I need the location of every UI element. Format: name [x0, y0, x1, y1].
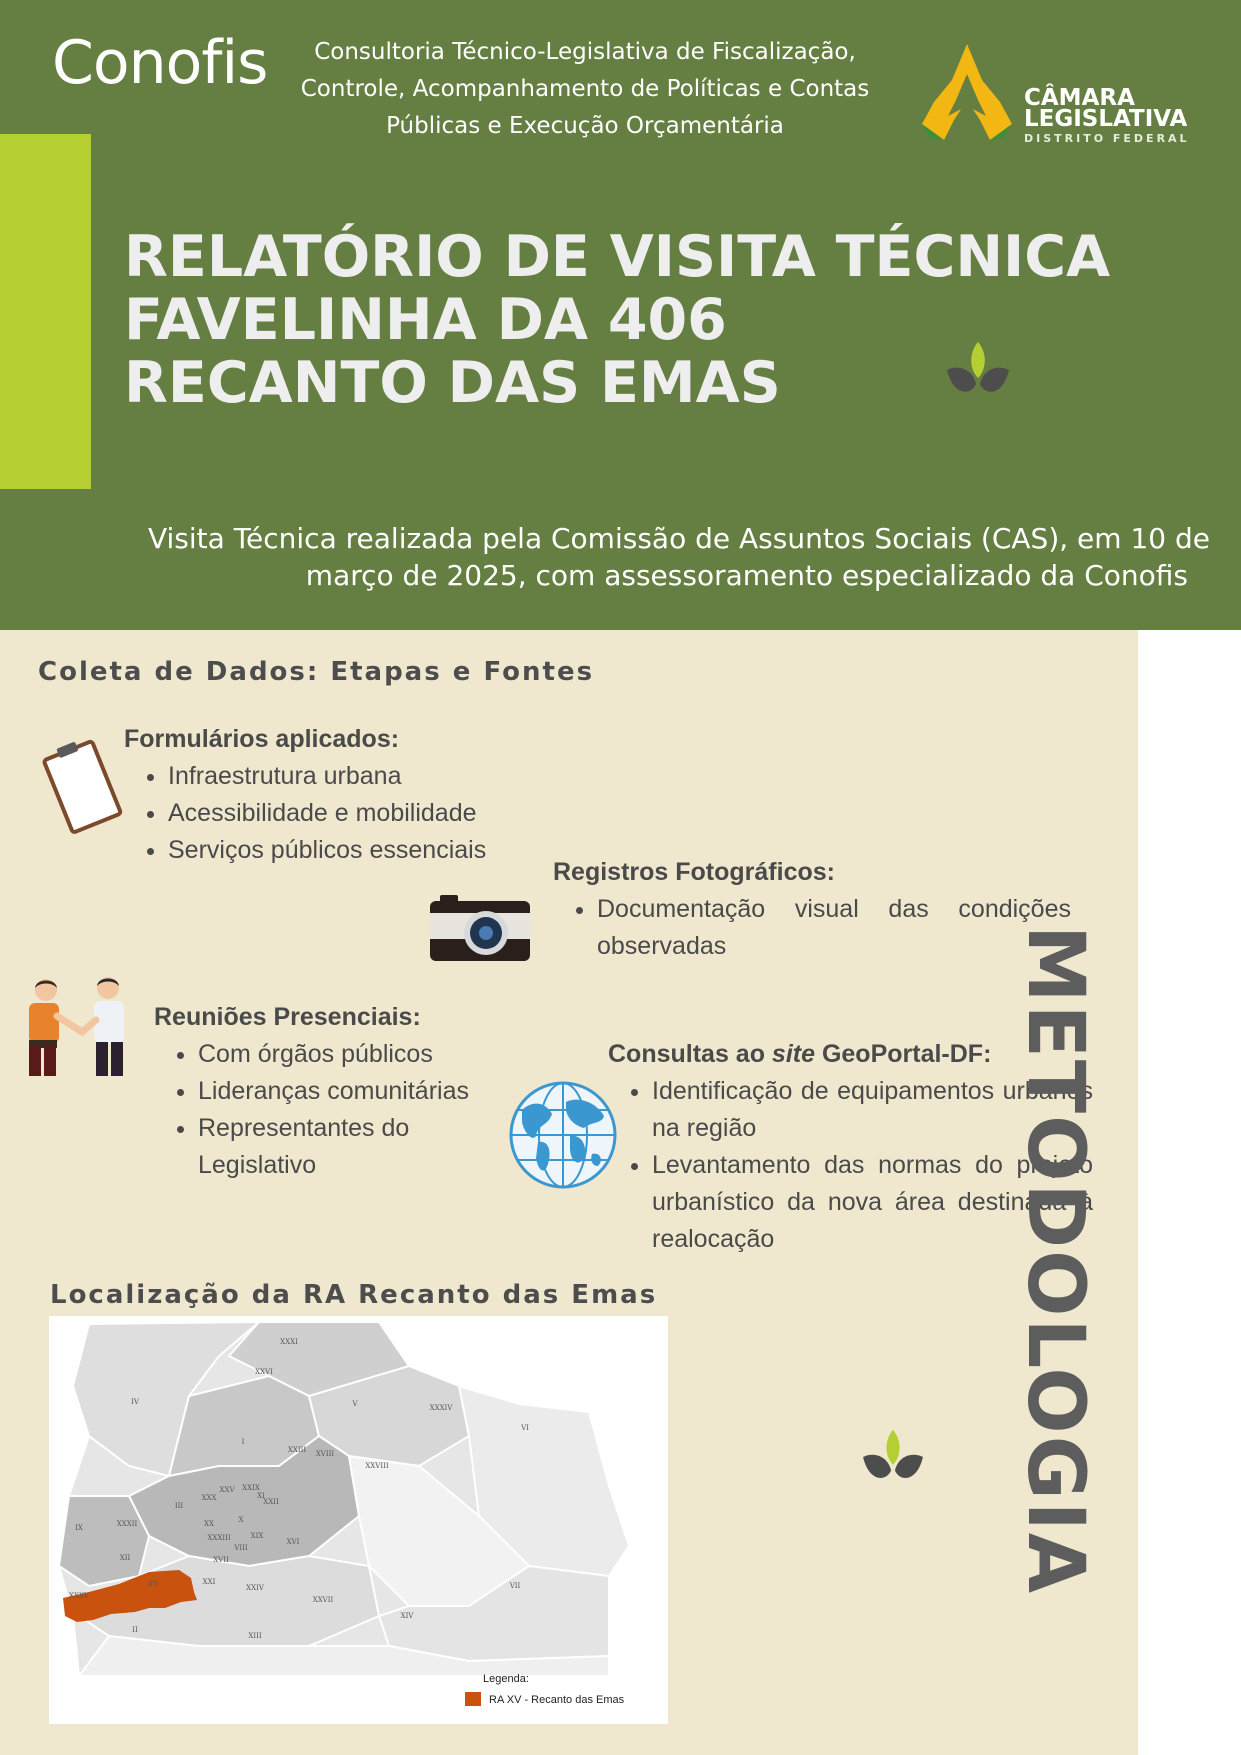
region-label: X [238, 1516, 244, 1524]
region-label: XXXII [116, 1520, 138, 1528]
clipboard-icon [38, 738, 126, 834]
region-label: II [132, 1626, 138, 1634]
consultas-title-prefix: Consultas ao [608, 1040, 772, 1068]
region-label: VII [509, 1582, 521, 1590]
region-label: XIII [248, 1632, 262, 1640]
region-label: XXV [219, 1486, 235, 1494]
map-legend-title: Legenda: [483, 1673, 529, 1685]
region-label: XXVIII [365, 1462, 389, 1470]
globe-icon [508, 1080, 618, 1190]
region-label: XI [257, 1492, 265, 1500]
formularios-title: Formulários aplicados: [124, 725, 400, 753]
title-line: FAVELINHA DA 406 [124, 287, 727, 353]
region-label: XXIV [246, 1584, 264, 1592]
accent-bar [0, 134, 91, 489]
region-label: XXXIII [207, 1534, 231, 1542]
region-label: XX [204, 1520, 214, 1528]
region-label: IV [131, 1398, 139, 1406]
consultoria-line: Consultoria Técnico-Legislativa de Fiscalização, [314, 39, 856, 65]
consultas-title-em: site [771, 1040, 816, 1068]
region-label: XXXIV [429, 1404, 453, 1412]
region-label: XXI [202, 1578, 216, 1586]
region-label: XXVII [312, 1596, 334, 1604]
list-item: • Acessibilidade e mobilidade [168, 795, 486, 832]
region-label: III [174, 1502, 184, 1510]
region-label: I [241, 1438, 245, 1446]
sprout-icon [945, 340, 1011, 398]
list-item: • Serviços públicos essenciais [168, 832, 486, 869]
consultoria-line: Controle, Acompanhamento de Políticas e Contas [300, 76, 870, 102]
formularios-block [124, 721, 486, 869]
visit-subtitle [60, 520, 1210, 594]
region-label: XXIX [242, 1484, 260, 1492]
ra-location-map [49, 1316, 668, 1724]
list-item: • Com órgãos públicos [198, 1036, 498, 1073]
camara-line2: LEGISLATIVA [1024, 106, 1188, 132]
camara-line3: DISTRITO FEDERAL [1024, 132, 1190, 145]
registros-title: Registros Fotográficos: [553, 858, 835, 886]
region-label: XXIII [287, 1446, 307, 1454]
map-region [59, 1496, 149, 1586]
reunioes-block [154, 999, 498, 1184]
camara-logo-text [1024, 85, 1190, 148]
camera-icon [428, 893, 532, 963]
map-legend-item: RA XV - Recanto das Emas [489, 1694, 625, 1706]
region-label: IX [75, 1524, 83, 1532]
consultoria-line: Públicas e Execução Orçamentária [386, 113, 784, 139]
region-label: V [352, 1400, 358, 1408]
consultas-title-suffix: GeoPortal-DF: [815, 1040, 992, 1068]
consultoria-description [270, 34, 900, 145]
list-item: • Lideranças comunitárias [198, 1073, 498, 1110]
camara-line1: CÂMARA [1024, 85, 1135, 111]
list-item: • Levantamento das normas do projeto urbanístico da nova área destinada à realocação [652, 1147, 1093, 1258]
title-line: RELATÓRIO DE VISITA TÉCNICA [124, 224, 1111, 290]
reunioes-title: Reuniões Presenciais: [154, 1003, 421, 1031]
region-label: VI [521, 1424, 529, 1432]
region-label: XXII [263, 1498, 279, 1506]
region-label: XXX [201, 1494, 217, 1502]
region-label: XXVI [255, 1368, 273, 1376]
region-label: XIV [400, 1612, 414, 1620]
list-item: • Infraestrutura urbana [168, 758, 486, 795]
section-heading-coleta: Coleta de Dados: Etapas e Fontes [38, 657, 595, 687]
region-label: XII [119, 1554, 131, 1562]
list-item: • Documentação visual das condições observadas [597, 891, 1071, 965]
title-line: RECANTO DAS EMAS [124, 350, 781, 416]
region-label: XVII [213, 1556, 229, 1564]
region-label: XXXV [68, 1592, 90, 1600]
side-label-metodologia: METODOLOGIA [1010, 925, 1100, 1596]
region-label: XIX [250, 1532, 264, 1540]
list-item: • Identificação de equipamentos urbanos na região [652, 1073, 1093, 1147]
region-label: XVIII [315, 1450, 335, 1458]
registros-block [553, 854, 1071, 965]
legend-swatch [465, 1692, 481, 1706]
handshake-icon [24, 972, 134, 1078]
region-label: XXXI [280, 1338, 298, 1346]
subtitle-line: Visita Técnica realizada pela Comissão de Assuntos Sociais (CAS), em 10 de [147, 522, 1210, 555]
section-heading-localizacao: Localização da RA Recanto das Emas [50, 1280, 658, 1310]
list-item: • Representantes do Legislativo [198, 1110, 498, 1184]
region-label: XV [147, 1580, 159, 1588]
sprout-icon [860, 1428, 926, 1484]
region-label: XVI [286, 1538, 300, 1546]
conofis-logo: Conofis [52, 28, 268, 98]
region-label: VIII [234, 1544, 248, 1552]
subtitle-line: março de 2025, com assessoramento especializado da Conofis [305, 559, 1188, 592]
df-regions-map [49, 1316, 668, 1724]
